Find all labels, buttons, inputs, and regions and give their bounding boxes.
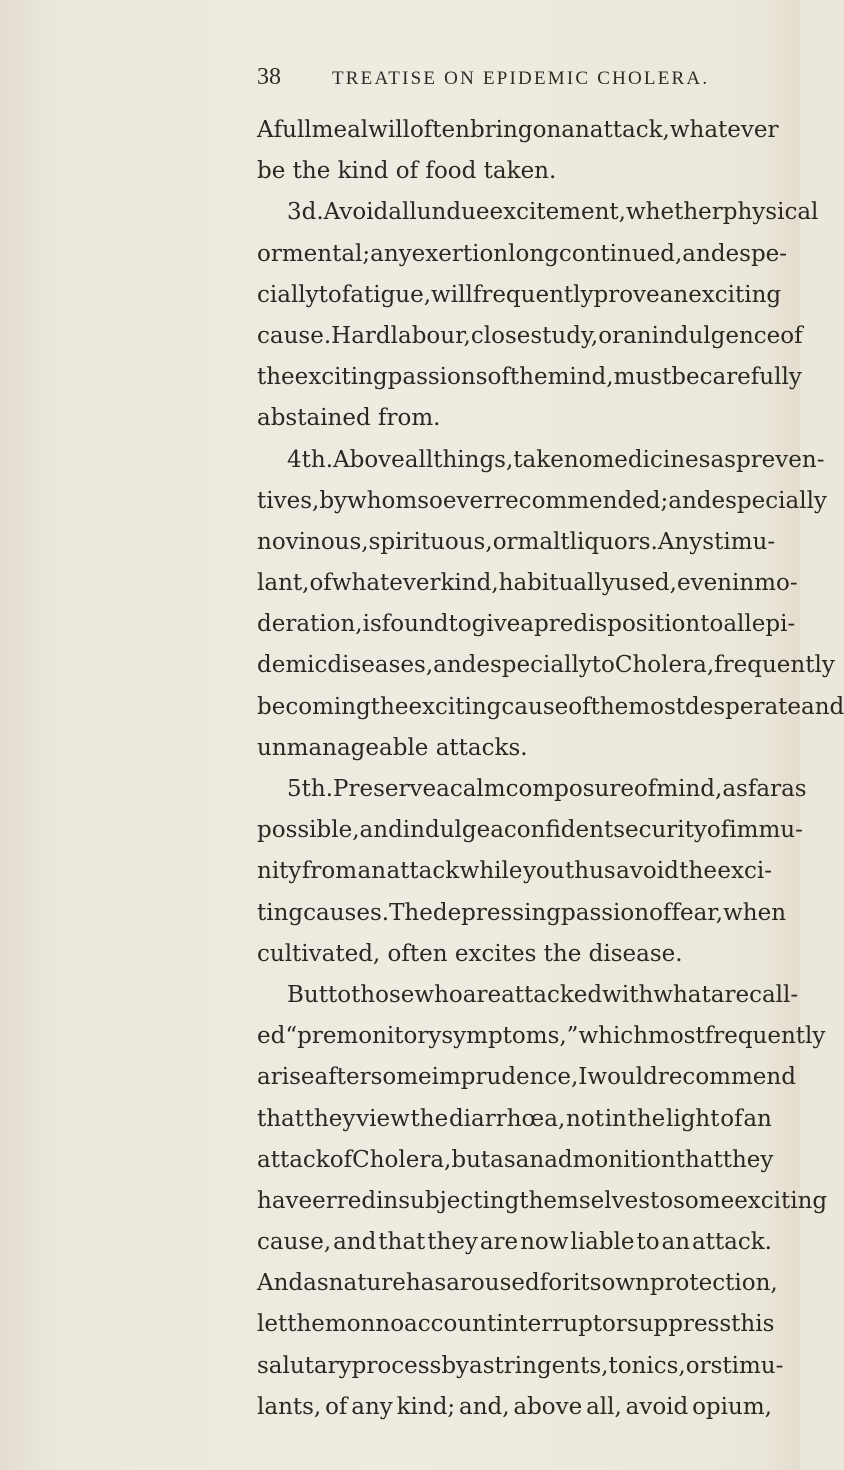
word: of <box>633 776 657 802</box>
word: close <box>470 322 531 349</box>
text-line <box>257 110 779 151</box>
word: as <box>722 776 748 802</box>
line-text: cultivated, often excites the disease. <box>257 940 683 967</box>
word: used, <box>614 570 677 597</box>
word: espe- <box>725 240 788 267</box>
word: of <box>706 817 730 844</box>
word: whatever <box>669 117 779 143</box>
word: erred <box>312 1187 377 1214</box>
word: give <box>471 611 521 638</box>
text-line <box>257 192 819 233</box>
word: far <box>747 776 782 802</box>
word: by <box>319 487 348 514</box>
text-line <box>257 234 788 275</box>
word: to <box>700 611 724 638</box>
word: or <box>598 322 624 349</box>
word: must <box>613 364 672 391</box>
word: in <box>732 570 755 597</box>
text-line <box>257 1099 772 1140</box>
text-line <box>257 604 796 645</box>
word: But <box>287 981 328 1008</box>
word: with <box>602 981 654 1008</box>
word: exciting <box>408 693 502 720</box>
word: all <box>404 446 434 473</box>
word: demic <box>257 652 328 679</box>
word: what <box>653 981 711 1008</box>
word: all <box>723 611 752 638</box>
text-line <box>257 645 835 686</box>
word: frequently <box>704 1023 826 1050</box>
word: are <box>710 981 750 1008</box>
word: those <box>351 981 415 1008</box>
word: as <box>490 1146 516 1173</box>
word: And <box>257 1270 304 1297</box>
text-line <box>257 440 825 481</box>
text-line <box>257 975 799 1016</box>
word: excitement, <box>489 199 626 226</box>
word: thus <box>565 858 616 885</box>
word: long <box>508 240 559 267</box>
word: all <box>388 199 417 226</box>
word: prove <box>593 281 660 308</box>
word: or <box>685 1352 711 1379</box>
word: medicines <box>592 446 711 473</box>
word: full <box>273 117 312 143</box>
word: passion <box>561 899 650 926</box>
word: most <box>648 1023 705 1050</box>
word: process <box>351 1352 442 1379</box>
word: will <box>368 117 410 143</box>
text-line <box>257 563 798 604</box>
word: of <box>649 899 672 926</box>
word: cause <box>501 693 569 720</box>
word: above <box>513 1393 583 1420</box>
word: the <box>627 1105 666 1132</box>
word: a <box>436 776 450 802</box>
word: spirituous, <box>368 528 493 555</box>
word: attack. <box>691 1229 772 1256</box>
word: light <box>666 1105 720 1132</box>
text-line <box>257 1222 772 1263</box>
word: for <box>539 1270 574 1297</box>
word: exciting <box>688 281 782 308</box>
word: the <box>679 858 717 885</box>
word: be <box>671 364 700 391</box>
word: exciting <box>294 364 388 391</box>
word: kind; <box>396 1393 456 1420</box>
word: call- <box>749 981 799 1008</box>
word: causes. <box>303 899 390 926</box>
word: and, <box>458 1393 510 1420</box>
word: subjecting <box>398 1187 520 1214</box>
text-line <box>257 481 827 522</box>
word: when <box>723 899 787 926</box>
text-line <box>257 1016 826 1057</box>
text-line <box>257 1181 828 1222</box>
word: some <box>673 1187 735 1214</box>
word: things, <box>433 446 514 473</box>
word: avoid <box>616 858 679 885</box>
word: on <box>346 1311 376 1338</box>
word: recommended; <box>494 487 669 514</box>
word: an <box>357 858 387 885</box>
word: to <box>591 652 615 679</box>
word: meal <box>311 117 369 143</box>
word: deration, <box>257 611 363 638</box>
word: any <box>370 240 412 267</box>
word: calm <box>449 776 506 802</box>
text-line <box>257 1140 772 1181</box>
word: some <box>370 1064 432 1091</box>
word: that <box>675 1146 723 1173</box>
word: physical <box>722 199 819 226</box>
word: protection, <box>649 1270 778 1297</box>
word: cially <box>257 281 319 308</box>
word: liable <box>570 1229 635 1256</box>
word: The <box>389 899 433 926</box>
word: attacked <box>501 981 603 1008</box>
word: of <box>720 1105 743 1132</box>
word: carefully <box>699 364 802 391</box>
word: mind, <box>547 364 614 391</box>
text-line <box>257 934 772 975</box>
text-line <box>257 1304 775 1345</box>
word: exci- <box>717 858 772 885</box>
word: epi- <box>751 611 796 638</box>
word: Avoid <box>323 199 389 226</box>
word: all, <box>586 1393 622 1420</box>
word: indulgence <box>651 322 781 349</box>
word: mental; <box>281 240 371 267</box>
word: a <box>490 817 504 844</box>
word: predisposition <box>534 611 701 638</box>
word: tives, <box>257 487 320 514</box>
word: the <box>509 364 548 391</box>
word: an <box>661 1229 691 1256</box>
text-line <box>257 275 782 316</box>
word: symptoms,” <box>441 1023 579 1050</box>
word: and <box>433 652 477 679</box>
word: kind, <box>440 570 499 597</box>
word: often <box>409 117 470 143</box>
word: liquors. <box>569 528 658 555</box>
word: habitually <box>498 570 615 597</box>
word: admonition <box>544 1146 676 1173</box>
word: or <box>257 240 282 267</box>
word: whomsoever <box>347 487 495 514</box>
word: passions <box>387 364 488 391</box>
word: study, <box>530 322 599 349</box>
word: in <box>376 1187 399 1214</box>
word: which <box>578 1023 649 1050</box>
word: and <box>682 240 726 267</box>
word: arise <box>257 1064 315 1091</box>
word: to <box>318 281 342 308</box>
text-line <box>257 1263 778 1304</box>
word: interrupt <box>496 1311 603 1338</box>
word: not <box>566 1105 604 1132</box>
word: security <box>613 817 707 844</box>
word: in <box>604 1105 627 1132</box>
word: to <box>650 1187 674 1214</box>
word: attack <box>257 1146 330 1173</box>
word: whatever <box>331 570 441 597</box>
word: nature <box>328 1270 406 1297</box>
word: from <box>301 858 358 885</box>
word: continued, <box>558 240 683 267</box>
word: as <box>710 446 736 473</box>
word: Preserve <box>333 776 437 802</box>
word: of <box>329 1146 353 1173</box>
word: “premonitory <box>285 1023 442 1050</box>
word: Cholera, <box>352 1146 452 1173</box>
text-line <box>257 357 802 398</box>
word: exertion <box>411 240 509 267</box>
word: to <box>448 611 472 638</box>
word: becoming <box>257 693 371 720</box>
word: desperate <box>684 693 802 720</box>
text-line <box>257 893 787 934</box>
word: preven- <box>735 446 825 473</box>
word: cause, <box>257 1229 332 1256</box>
word: mo- <box>754 570 798 597</box>
text-line <box>257 151 772 192</box>
word: imprudence, <box>431 1064 579 1091</box>
word: or <box>492 528 518 555</box>
word: A <box>257 117 274 143</box>
word: confident <box>503 817 614 844</box>
word: its <box>573 1270 602 1297</box>
word: an <box>623 322 652 349</box>
word: no <box>563 446 593 473</box>
word: would <box>587 1064 658 1091</box>
text-line <box>257 769 807 810</box>
word: them <box>287 1311 347 1338</box>
word: diarrhœa, <box>448 1105 566 1132</box>
word: view <box>356 1105 410 1132</box>
word: recommend <box>657 1064 796 1091</box>
word: exciting <box>734 1187 828 1214</box>
word: are <box>479 1229 519 1256</box>
word: Above <box>333 446 405 473</box>
word: lant, <box>257 570 310 597</box>
word: depressing <box>432 899 562 926</box>
word: to <box>636 1229 660 1256</box>
word: who <box>414 981 463 1008</box>
text-line <box>257 1057 796 1098</box>
word: bring <box>469 117 533 143</box>
word: 4th. <box>287 446 333 473</box>
word: let <box>257 1311 288 1338</box>
word: they <box>722 1146 774 1173</box>
word: a <box>520 611 535 638</box>
word: that <box>378 1229 426 1256</box>
text-line <box>257 1387 772 1428</box>
page-header <box>257 62 772 102</box>
word: attack, <box>589 117 670 143</box>
word: are <box>462 981 502 1008</box>
word: frequently <box>714 652 835 679</box>
word: has <box>405 1270 447 1297</box>
word: undue <box>416 199 490 226</box>
word: no <box>375 1311 405 1338</box>
word: and <box>668 487 712 514</box>
word: diseases, <box>327 652 434 679</box>
text-line <box>257 316 803 357</box>
word: indulge <box>402 817 491 844</box>
word: whether <box>625 199 723 226</box>
word: tonics, <box>608 1352 686 1379</box>
word: have <box>257 1187 313 1214</box>
word: take <box>513 446 564 473</box>
word: themselves <box>519 1187 651 1214</box>
word: the <box>257 364 295 391</box>
word: will <box>431 281 473 308</box>
word: fatigue, <box>341 281 432 308</box>
word: an <box>743 1105 772 1132</box>
word: account <box>404 1311 497 1338</box>
word: while <box>459 858 523 885</box>
word: of <box>780 322 803 349</box>
word: and <box>333 1229 377 1256</box>
word: found <box>381 611 449 638</box>
word: Cholera, <box>614 652 715 679</box>
word: now <box>520 1229 569 1256</box>
body-text <box>257 110 844 1428</box>
word: suppress <box>626 1311 732 1338</box>
page-number: 38 <box>257 64 281 90</box>
word: or <box>602 1311 627 1338</box>
running-head: TREATISE ON EPIDEMIC CHOLERA. <box>332 68 710 89</box>
text-line <box>257 810 803 851</box>
word: I <box>578 1064 588 1091</box>
line-text: abstained from. <box>257 405 441 432</box>
text-line <box>257 1346 784 1387</box>
word: attack <box>386 858 460 885</box>
word: immu- <box>729 817 803 844</box>
word: the <box>590 693 629 720</box>
word: as <box>781 776 807 802</box>
word: frequently <box>472 281 594 308</box>
word: and <box>801 693 844 720</box>
word: on <box>532 117 562 143</box>
word: after <box>314 1064 371 1091</box>
text-line <box>257 398 772 439</box>
word: malt <box>517 528 570 555</box>
word: they <box>427 1229 478 1256</box>
word: of <box>309 570 332 597</box>
line-text: unmanageable attacks. <box>257 734 528 761</box>
word: that <box>257 1105 305 1132</box>
word: this <box>731 1311 775 1338</box>
word: Hard <box>331 322 391 349</box>
word: stimu- <box>710 1352 784 1379</box>
word: labour, <box>390 322 471 349</box>
word: an <box>561 117 590 143</box>
line-text: be the kind of food taken. <box>257 158 557 185</box>
word: but <box>451 1146 491 1173</box>
word: especially <box>711 487 827 514</box>
word: the <box>370 693 409 720</box>
text-line <box>257 851 772 892</box>
word: ed <box>257 1023 286 1050</box>
word: fear, <box>671 899 724 926</box>
word: of <box>568 693 591 720</box>
word: astringents, <box>469 1352 609 1379</box>
word: avoid <box>625 1393 689 1420</box>
word: of <box>325 1393 348 1420</box>
word: nity <box>257 858 302 885</box>
word: most <box>628 693 685 720</box>
word: is <box>362 611 382 638</box>
text-line <box>257 522 776 563</box>
word: composure <box>505 776 634 802</box>
word: to <box>327 981 352 1008</box>
word: cause. <box>257 322 332 349</box>
word: as <box>303 1270 329 1297</box>
word: by <box>441 1352 470 1379</box>
word: vinous, <box>285 528 369 555</box>
word: an <box>515 1146 545 1173</box>
word: opium, <box>692 1393 772 1420</box>
word: aroused <box>446 1270 540 1297</box>
word: possible, <box>257 817 360 844</box>
word: stimu- <box>702 528 776 555</box>
word: Any <box>657 528 703 555</box>
word: salutary <box>257 1352 352 1379</box>
word: especially <box>476 652 592 679</box>
word: they <box>304 1105 356 1132</box>
word: even <box>676 570 732 597</box>
word: and <box>359 817 403 844</box>
text-line <box>257 728 772 769</box>
word: of <box>487 364 510 391</box>
word: ting <box>257 899 304 926</box>
text-line <box>257 687 844 728</box>
word: own <box>601 1270 650 1297</box>
word: lants, <box>257 1393 322 1420</box>
word: an <box>659 281 689 308</box>
word: any <box>351 1393 393 1420</box>
word: no <box>257 528 286 555</box>
word: you <box>522 858 565 885</box>
word: 3d. <box>287 199 324 226</box>
word: the <box>410 1105 449 1132</box>
word: 5th. <box>287 776 333 802</box>
word: mind, <box>656 776 723 802</box>
